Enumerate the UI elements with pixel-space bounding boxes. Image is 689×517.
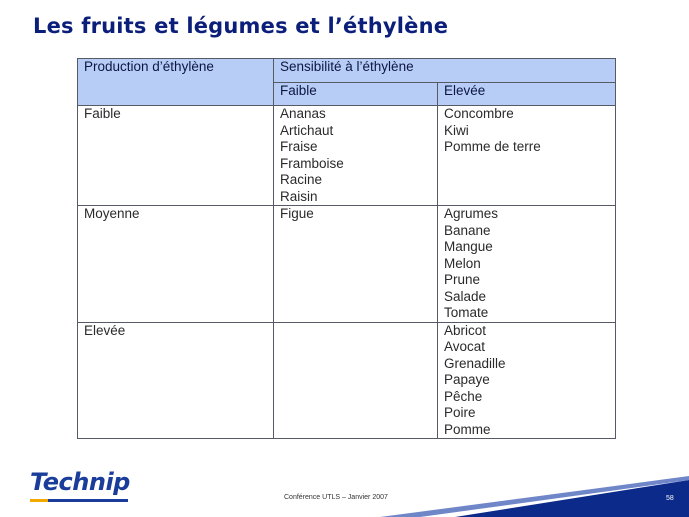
list-item: Mangue (444, 239, 493, 254)
header-low-sensitivity: Faible (274, 83, 438, 106)
technip-logo: Technip (30, 468, 130, 496)
list-item: Papaye (444, 372, 490, 387)
header-production: Production d’éthylène (78, 59, 274, 106)
list-item: Kiwi (444, 122, 469, 138)
list-item: Tomate (444, 305, 489, 320)
list-item: Raisin (280, 188, 318, 204)
list-item: Poire (444, 405, 476, 420)
list-item: Melon (444, 255, 481, 271)
list-item: Pomme de terre (444, 139, 541, 154)
footer-event-text: Conférence UTLS – Janvier 2007 (284, 494, 388, 501)
list-item: Framboise (280, 155, 344, 171)
list-item: Prune (444, 272, 481, 287)
list-item: Concombre (444, 106, 514, 121)
list-item: Pomme (444, 421, 491, 437)
page-number: 58 (666, 495, 674, 502)
logo-accent (30, 499, 48, 502)
header-high-sensitivity: Elevée (438, 83, 616, 106)
list-item: Avocat (444, 339, 486, 354)
header-sensitivity: Sensibilité à l’éthylène (274, 59, 616, 83)
list-item: Agrumes (444, 206, 499, 221)
list-item: Grenadille (444, 355, 506, 371)
row-label: Moyenne (78, 206, 274, 323)
footer-swoosh (455, 480, 689, 517)
list-item: Abricot (444, 322, 487, 338)
list-item: Figue (280, 206, 314, 221)
slide-title: Les fruits et légumes et l’éthylène (33, 14, 449, 38)
row-label: Elevée (78, 322, 274, 439)
list-item: Racine (280, 172, 323, 187)
list-item: Salade (444, 288, 487, 304)
list-item: Banane (444, 222, 491, 238)
list-item: Fraise (280, 139, 318, 154)
list-item: Pêche (444, 388, 483, 404)
list-item: Artichaut (280, 122, 334, 138)
row-label: Faible (78, 106, 274, 206)
list-item: Ananas (280, 106, 326, 121)
